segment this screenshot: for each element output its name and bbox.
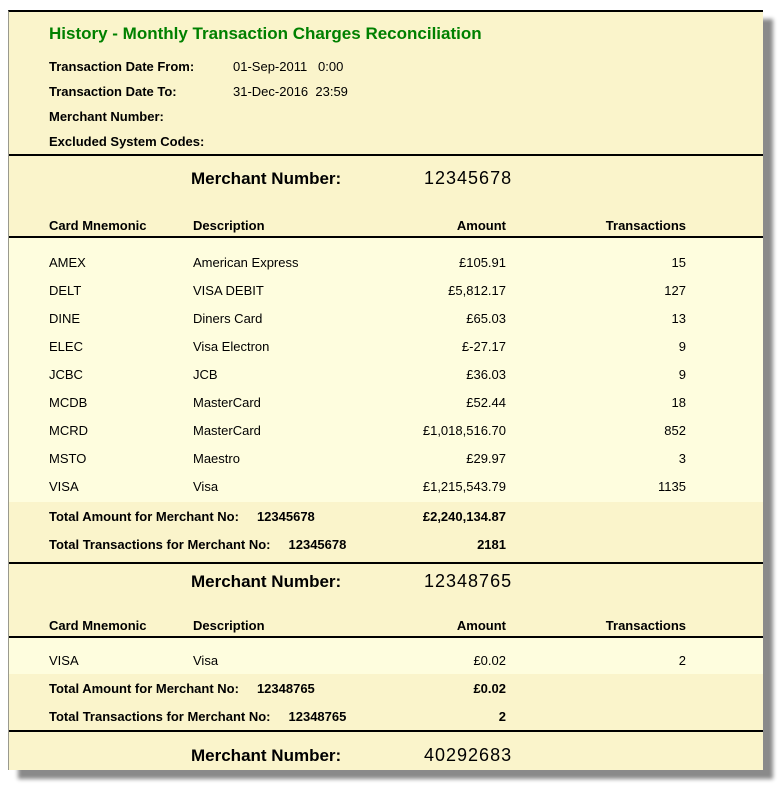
table-row (9, 276, 763, 304)
cell-card-mnemonic: MSTO (49, 450, 87, 466)
table-body (9, 638, 763, 674)
merchant-header (9, 732, 763, 773)
column-header-amount: Amount (456, 218, 506, 233)
cell-transactions: 1135 (658, 478, 686, 494)
table-row (9, 472, 763, 500)
total-transactions-label: Total Transactions for Merchant No: (49, 708, 271, 724)
total-amount-label: Total Amount for Merchant No: (49, 508, 239, 524)
merchant-section-3 (9, 732, 763, 773)
total-transactions-merchant-number: 12348765 (288, 708, 347, 724)
merchant-number-value: 40292683 (424, 745, 513, 765)
column-header-description: Description (193, 618, 265, 633)
cell-transactions: 15 (671, 254, 686, 270)
filter-date-to-value: 31-Dec-2016 23:59 (233, 84, 348, 99)
table-row (9, 248, 763, 276)
cell-description: Visa Electron (193, 338, 270, 354)
table-row (9, 332, 763, 360)
totals-block (9, 502, 763, 558)
total-amount-merchant-number: 12345678 (256, 508, 315, 524)
cell-card-mnemonic: MCDB (49, 394, 88, 410)
total-amount-value: £0.02 (473, 680, 506, 696)
cell-card-mnemonic: DELT (49, 282, 82, 298)
cell-amount: £1,215,543.79 (422, 478, 506, 494)
merchant-header (9, 156, 763, 218)
cell-card-mnemonic: VISA (49, 652, 79, 668)
cell-card-mnemonic: AMEX (49, 254, 86, 270)
total-transactions-label: Total Transactions for Merchant No: (49, 536, 271, 552)
table-row (9, 416, 763, 444)
filter-excluded-codes (49, 129, 763, 154)
table-row (9, 646, 763, 674)
total-amount-value: £2,240,134.87 (422, 508, 506, 524)
cell-amount: £105.91 (459, 254, 506, 270)
report-panel (8, 10, 763, 770)
column-header-transactions: Transactions (605, 618, 686, 633)
filter-excluded-codes-label: Excluded System Codes: (49, 134, 205, 149)
cell-description: Visa (193, 652, 219, 668)
cell-card-mnemonic: DINE (49, 310, 81, 326)
cell-description: Maestro (193, 450, 240, 466)
cell-transactions: 13 (671, 310, 686, 326)
filter-date-to (49, 79, 763, 104)
merchant-section-2 (9, 564, 763, 730)
filter-date-from (49, 54, 763, 79)
total-transactions-row (9, 702, 763, 730)
merchant-number-label: Merchant Number: (191, 746, 342, 765)
cell-transactions: 9 (678, 338, 686, 354)
cell-description: American Express (193, 254, 299, 270)
merchant-section-1 (9, 156, 763, 558)
table-row (9, 304, 763, 332)
column-header-amount: Amount (456, 618, 506, 633)
cell-amount: £1,018,516.70 (422, 422, 506, 438)
total-transactions-value: 2181 (477, 536, 506, 552)
column-header-row (9, 618, 763, 636)
cell-description: VISA DEBIT (193, 282, 264, 298)
cell-description: MasterCard (193, 394, 261, 410)
cell-amount: £29.97 (466, 450, 506, 466)
cell-description: Visa (193, 478, 219, 494)
report-header (9, 12, 763, 154)
filter-date-from-value: 01-Sep-2011 0:00 (233, 59, 344, 74)
merchant-number-value: 12348765 (424, 571, 513, 591)
total-amount-label: Total Amount for Merchant No: (49, 680, 239, 696)
total-transactions-row (9, 530, 763, 558)
filter-date-to-label: Transaction Date To: (49, 84, 177, 99)
filter-merchant-number (49, 104, 763, 129)
cell-card-mnemonic: VISA (49, 478, 79, 494)
cell-card-mnemonic: MCRD (49, 422, 88, 438)
table-body (9, 238, 763, 502)
cell-amount: £65.03 (466, 310, 506, 326)
total-amount-row (9, 502, 763, 530)
merchant-number-value: 12345678 (424, 168, 513, 188)
total-transactions-value: 2 (498, 708, 506, 724)
table-row (9, 444, 763, 472)
column-header-description: Description (193, 218, 265, 233)
page-title: History - Monthly Transaction Charges Reconciliation (49, 24, 482, 43)
merchant-number-label: Merchant Number: (191, 169, 342, 188)
column-header-card-mnemonic: Card Mnemonic (49, 618, 147, 633)
cell-description: Diners Card (193, 310, 263, 326)
cell-amount: £0.02 (473, 652, 506, 668)
cell-card-mnemonic: JCBC (49, 366, 83, 382)
table-row (9, 360, 763, 388)
column-header-transactions: Transactions (605, 218, 686, 233)
merchant-number-label: Merchant Number: (191, 572, 342, 591)
cell-amount: £52.44 (466, 394, 506, 410)
cell-amount: £5,812.17 (448, 282, 506, 298)
total-transactions-merchant-number: 12345678 (288, 536, 347, 552)
totals-block (9, 674, 763, 730)
cell-description: JCB (193, 366, 218, 382)
cell-description: MasterCard (193, 422, 261, 438)
cell-amount: £36.03 (466, 366, 506, 382)
cell-transactions: 18 (671, 394, 686, 410)
cell-amount: £-27.17 (461, 338, 506, 354)
table-row (9, 388, 763, 416)
filter-merchant-number-label: Merchant Number: (49, 109, 164, 124)
total-amount-row (9, 674, 763, 702)
filter-date-from-label: Transaction Date From: (49, 59, 195, 74)
cell-transactions: 852 (664, 422, 686, 438)
merchant-header (9, 564, 763, 618)
cell-card-mnemonic: ELEC (49, 338, 83, 354)
cell-transactions: 3 (678, 450, 686, 466)
column-header-card-mnemonic: Card Mnemonic (49, 218, 147, 233)
cell-transactions: 127 (664, 282, 686, 298)
cell-transactions: 2 (678, 652, 686, 668)
total-amount-merchant-number: 12348765 (256, 680, 315, 696)
cell-transactions: 9 (678, 366, 686, 382)
column-header-row (9, 218, 763, 236)
